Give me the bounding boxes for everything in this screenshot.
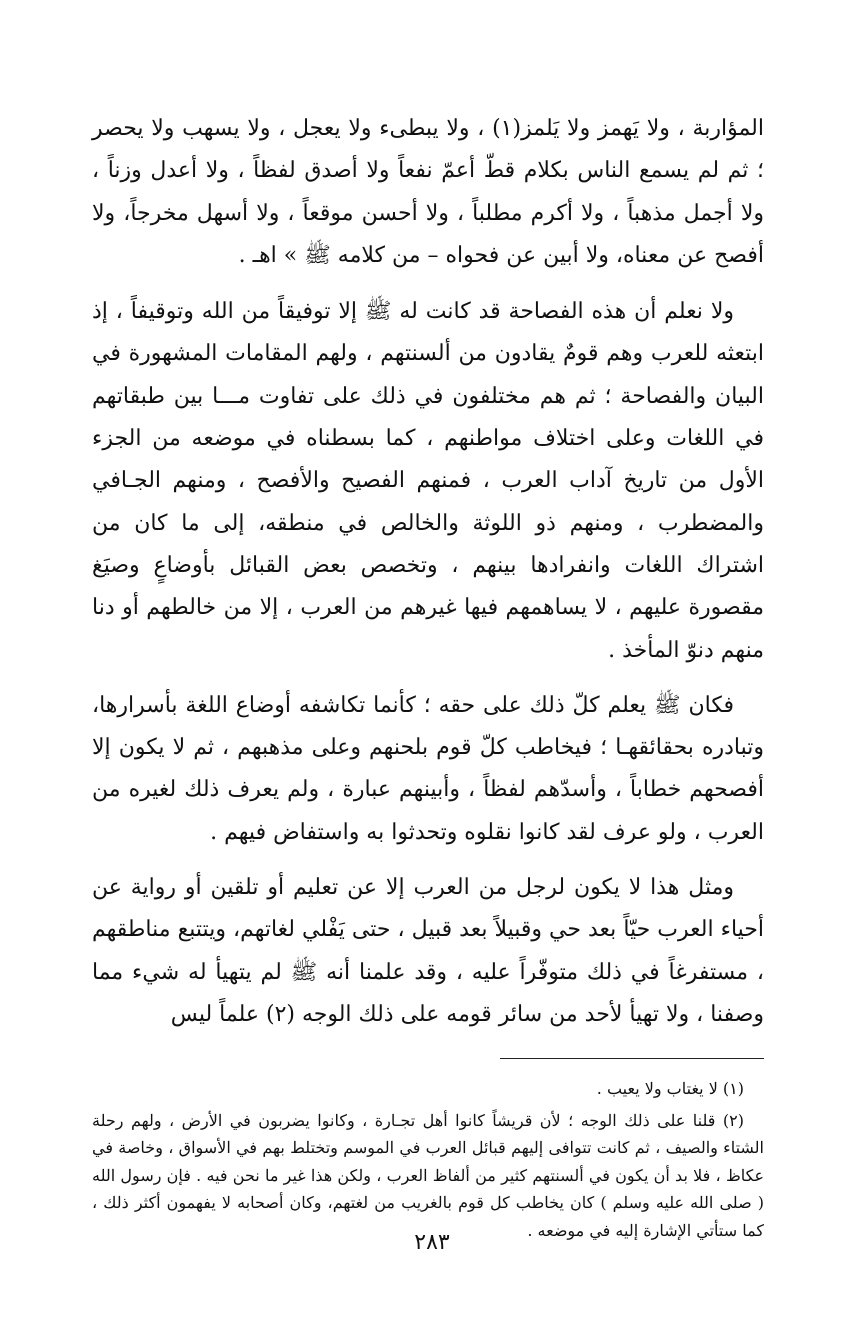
paragraph-2: ولا نعلم أن هذه الفصاحة قد كانت له ﷺ إلا توفيقاً من الله وتوقيفاً ، إذ ابتعثه للعرب وهم قومٌ يقادون من ألسنتهم ، ولهم المقامات المشهورة في البيان والفصاحة ؛ ثم هم مختلفون في ذلك على تفاوت مـــا بين طبقاتهم في اللغات وعلى اختلاف مواطنهم ، كما بسطناه في موضعه من الجزء الأول من تاريخ آداب العرب ، فمنهم الفصيح والأفصح ، ومنهم الجـافي والمضطرب ، ومنهم ذو اللوثة والخالص في منطقه، إلى ما كان من اشتراك اللغات وانفرادها بينهم ، وتخصص بعض القبائل بأوضاعٍ وصيَغ مقصورة عليهم ، لا يساهمهم فيها غيرهم من العرب ، إلا من خالطهم أو دنا منهم دنوّ المأخذ . [92,299,764,663]
paragraph-1: المؤاربة ، ولا يَهمز ولا يَلمز(١) ، ولا يبطىء ولا يعجل ، ولا يسهب ولا يحصر ؛ ثم لم يسمع الناس بكلام قطّ أعمّ نفعاً ولا أصدق لفظاً ، ولا أعدل وزناً ، ولا أجمل مذهباً ، ولا أكرم مطلباً ، ولا أحسن موقعاً ، ولا أسهل مخرجاً، ولا أفصح عن معناه، ولا أبين عن فحواه – من كلامه ﷺ » اهـ . [92,116,764,268]
footnote-2: (٢) قلنا على ذلك الوجه ؛ لأن قريشاً كانوا أهل تجـارة ، وكانوا يضربون في الأرض ، ولهم رحلة الشتاء والصيف ، ثم كانت تتوافى إليهم قبائل العرب في الموسم وتختلط بهم في الأسواق ، وخاصة في عكاظ ، فلا بد أن يكون في ألسنتهم كثير من ألفاظ العرب ، ولكن هذا غير ما نحن فيه . فإن رسول الله ( صلى الله عليه وسلم ) كان يخاطب كل قوم بالغريب من لغتهم، وكان أصحابه لا يفهمون أكثر ذلك ، كما ستأتي الإشارة إليه في موضعه . [92,1110,765,1240]
footnotes [92,1075,764,1244]
separator-line [500,1058,764,1059]
footnote-1: (١) لا يغتاب ولا يعيب . [596,1079,744,1099]
paragraph-3: فكان ﷺ يعلم كلّ ذلك على حقه ؛ كأنما تكاشفه أوضاع اللغة بأسرارها، وتبادره بحقائقهـا ؛ فيخاطب كلّ قوم بلحنهم وعلى مذهبهم ، ثم لا يكون إلا أفصحهم خطاباً ، وأسدّهم لفظاً ، وأبينهم عبارة ، ولم يعرف ذلك لغيره من العرب ، ولو عرف لقد كانوا نقلوه وتحدثوا به واستفاض فيهم . [92,692,764,845]
footnote-separator [92,1058,764,1059]
paragraph-4: ومثل هذا لا يكون لرجل من العرب إلا عن تعليم أو تلقين أو رواية عن أحياء العرب حيّاً بعد حي وقبيلاً بعد قبيل ، حتى يَفْلي لغاتهم، ويتتبع مناطقهم ، مستفرغاً في ذلك متوفّراً عليه ، وقد علمنا أنه ﷺ لم يتهيأ له شيء مما وصفنا ، ولا تهيأ لأحد من سائر قومه على ذلك الوجه (٢) علماً ليس [92,875,764,1027]
page-number: ٢٨٣ [414,1230,450,1255]
